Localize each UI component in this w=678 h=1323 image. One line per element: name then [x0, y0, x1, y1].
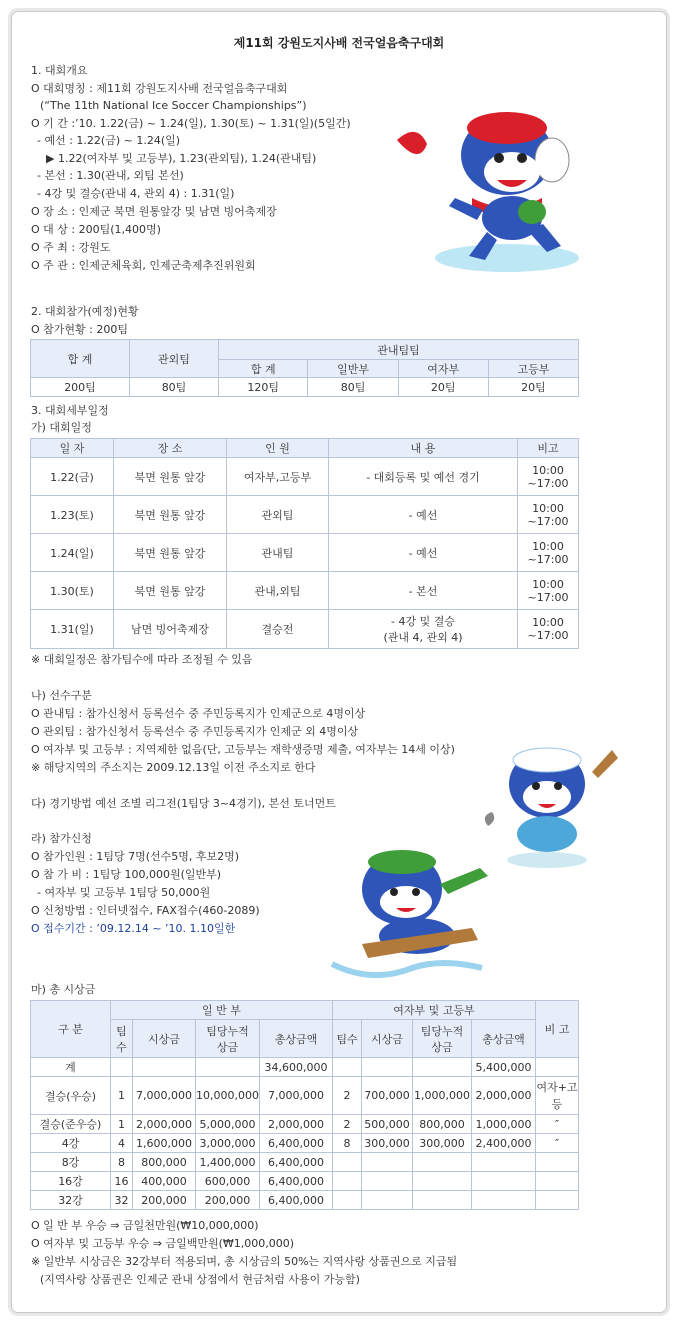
- cell: 북면 원통 앞강: [114, 458, 227, 496]
- col-total-prize: 총상금액: [471, 1020, 535, 1058]
- cell: [518, 610, 579, 649]
- cell: 8강: [31, 1153, 111, 1172]
- cell: 6,400,000: [259, 1134, 332, 1153]
- schedule-note: ※ 대회일정은 참가팀수에 따라 조정될 수 있음: [31, 653, 253, 666]
- cell: 1.24(일): [31, 534, 114, 572]
- cell: [329, 496, 518, 534]
- section-heading: 3. 대회세부일정: [31, 404, 109, 417]
- cell: [412, 1191, 471, 1210]
- cell: 200,000: [133, 1191, 196, 1210]
- time-end: ~17:00: [527, 629, 569, 642]
- cell: [412, 1172, 471, 1191]
- cell: 4: [111, 1134, 133, 1153]
- time-start: 10:00: [532, 539, 564, 553]
- cell: ″: [536, 1134, 579, 1153]
- overview-line: (“The 11th National Ice Soccer Championships”): [40, 99, 307, 112]
- overview-line: - 본선 : 1.30(관내, 외팀 본선): [37, 169, 184, 182]
- cell: 7,000,000: [133, 1077, 196, 1115]
- cell: 700,000: [361, 1077, 412, 1115]
- cell: 4강: [31, 1134, 111, 1153]
- table-row: [31, 610, 579, 649]
- table-row: [31, 534, 579, 572]
- cell: 남면 빙어축제장: [114, 610, 227, 649]
- overview-line: ▶ 1.22(여자부 및 고등부), 1.23(관외팀), 1.24(관내팀): [46, 152, 317, 165]
- cell: 120팀: [219, 378, 308, 397]
- col-prize: 시상금: [133, 1020, 196, 1058]
- col-prize: 시상금: [361, 1020, 412, 1058]
- cell: 계: [31, 1058, 111, 1077]
- cell: 5,000,000: [196, 1115, 260, 1134]
- cell: [329, 458, 518, 496]
- cell: [536, 1058, 579, 1077]
- col-teams: 팀 수: [111, 1020, 133, 1058]
- cell: [536, 1153, 579, 1172]
- time-end: ~17:00: [527, 476, 569, 490]
- content-text: - 대회등록 및 예선 경기: [366, 470, 480, 484]
- sub-heading: 가) 대회일정: [31, 421, 92, 434]
- content-text: - 예선: [408, 546, 438, 560]
- cell: 16: [111, 1172, 133, 1191]
- table-row: [31, 458, 579, 496]
- participation-summary: O 참가현황 : 200팀: [31, 323, 128, 336]
- col-women: 여자부: [398, 360, 488, 378]
- cell: [332, 1172, 361, 1191]
- time-end: ~17:00: [527, 514, 569, 528]
- overview-line: O 주 관 : 인제군체육회, 인제군축제추진위원회: [31, 259, 256, 272]
- cell: 800,000: [412, 1115, 471, 1134]
- cell: 20팀: [488, 378, 578, 397]
- cell: 관내팀: [227, 534, 329, 572]
- cell: 1,400,000: [196, 1153, 260, 1172]
- cell: 2: [332, 1077, 361, 1115]
- cell: 1,000,000: [471, 1115, 535, 1134]
- overview-line: O 주 최 : 강원도: [31, 241, 111, 254]
- cell: 2,000,000: [471, 1077, 535, 1115]
- cell: 결승전: [227, 610, 329, 649]
- cell: [111, 1058, 133, 1077]
- cell: [332, 1191, 361, 1210]
- col-content: 내 용: [329, 439, 518, 458]
- cell: 관내,외팀: [227, 572, 329, 610]
- col-high: 고등부: [488, 360, 578, 378]
- cell: ″: [536, 1115, 579, 1134]
- cell: [518, 572, 579, 610]
- cell: 1.22(금): [31, 458, 114, 496]
- time-start: 10:00: [532, 501, 564, 515]
- col-cumulative: 팀당누적 상금: [196, 1020, 260, 1058]
- cell: 400,000: [133, 1172, 196, 1191]
- cell: [361, 1153, 412, 1172]
- table-row: [31, 1134, 579, 1153]
- cell: 1,600,000: [133, 1134, 196, 1153]
- col-total-prize: 총상금액: [259, 1020, 332, 1058]
- table-row: [31, 378, 579, 397]
- col-date: 일 자: [31, 439, 114, 458]
- table-row: [31, 1077, 579, 1115]
- cell: 10,000,000: [196, 1077, 260, 1115]
- overview-line: - 4강 및 결승(관내 4, 관외 4) : 1.31(일): [37, 187, 235, 200]
- table-row: [31, 1172, 579, 1191]
- schedule-table: [30, 438, 579, 649]
- section-heading: 마) 총 시상금: [31, 983, 96, 996]
- cell: 여자부,고등부: [227, 458, 329, 496]
- prize-note: (지역사랑 상품권은 인제군 관내 상점에서 현금처럼 사용이 가능함): [40, 1273, 360, 1286]
- cell: [332, 1058, 361, 1077]
- overview-line: - 예선 : 1.22(금) ~ 1.24(일): [37, 134, 181, 147]
- cell: 1.23(토): [31, 496, 114, 534]
- cell: 관외팀: [227, 496, 329, 534]
- cell: 2,000,000: [133, 1115, 196, 1134]
- cell: 북면 원통 앞강: [114, 534, 227, 572]
- cell: 결승(우승): [31, 1077, 111, 1115]
- apply-deadline: O 접수기간 : ’09.12.14 ~ ’10. 1.10일한: [31, 922, 236, 935]
- cell: 32: [111, 1191, 133, 1210]
- cell: 2,400,000: [471, 1134, 535, 1153]
- player-rule-line: O 여자부 및 고등부 : 지역제한 없음(단, 고등부는 재학생증명 제출, 여자부는 14세 이상): [31, 743, 455, 756]
- prize-note: ※ 일반부 시상금은 32강부터 적용되며, 총 시상금의 50%는 지역사랑 상품권으로 지급됨: [31, 1255, 458, 1268]
- cell: [133, 1058, 196, 1077]
- apply-line: - 여자부 및 고등부 1팀당 50,000원: [37, 886, 211, 899]
- col-cumulative: 팀당누적 상금: [412, 1020, 471, 1058]
- mascot-sledding-image: [322, 844, 507, 994]
- col-general: 일반부: [308, 360, 398, 378]
- table-row: [31, 1058, 579, 1077]
- cell: 600,000: [196, 1172, 260, 1191]
- cell: [361, 1058, 412, 1077]
- cell: [361, 1191, 412, 1210]
- apply-line: O 참가인원 : 1팀당 7명(선수5명, 후보2명): [31, 850, 240, 863]
- cell: 16강: [31, 1172, 111, 1191]
- overview-line: O 대 상 : 200팀(1,400명): [31, 223, 161, 236]
- cell: [329, 572, 518, 610]
- content-text: (관내 4, 관외 4): [383, 631, 463, 644]
- time-end: ~17:00: [527, 590, 569, 604]
- cell: 1.30(토): [31, 572, 114, 610]
- col-place: 장 소: [114, 439, 227, 458]
- cell: 80팀: [130, 378, 219, 397]
- player-rule-line: O 관내팀 : 참가신청서 등록선수 중 주민등록지가 인제군으로 4명이상: [31, 707, 366, 720]
- cell: [471, 1153, 535, 1172]
- cell: [471, 1172, 535, 1191]
- cell: 여자+고등: [536, 1077, 579, 1115]
- cell: [518, 458, 579, 496]
- apply-line: O 참 가 비 : 1팀당 100,000원(일반부): [31, 868, 222, 881]
- col-total: 합 계: [31, 340, 130, 378]
- cell: [412, 1153, 471, 1172]
- cell: 20팀: [398, 378, 488, 397]
- cell: [329, 534, 518, 572]
- cell: 32강: [31, 1191, 111, 1210]
- section-heading: 라) 참가신청: [31, 832, 92, 845]
- cell: [471, 1191, 535, 1210]
- cell: 800,000: [133, 1153, 196, 1172]
- mascot-kicking-image: [387, 100, 597, 280]
- page-title: 제11회 강원도지사배 전국얼음축구대회: [233, 36, 445, 50]
- cell: 500,000: [361, 1115, 412, 1134]
- player-rule-line: ※ 해당지역의 주소지는 2009.12.13일 이전 주소지로 한다: [31, 761, 316, 774]
- apply-line: O 신청방법 : 인터넷접수, FAX접수(460-2089): [31, 904, 260, 917]
- cell: [536, 1172, 579, 1191]
- cell: 6,400,000: [259, 1191, 332, 1210]
- cell: [329, 610, 518, 649]
- cell: 8: [111, 1153, 133, 1172]
- content-text: - 4강 및 결승: [391, 615, 455, 628]
- cell: 80팀: [308, 378, 398, 397]
- page-frame: [11, 11, 667, 1313]
- overview-line: O 대회명칭 : 제11회 강원도지사배 전국얼음축구대회: [31, 82, 288, 95]
- cell: [518, 496, 579, 534]
- table-row: [31, 1191, 579, 1210]
- cell: 200팀: [31, 378, 130, 397]
- participation-table: [30, 339, 579, 397]
- cell: [412, 1058, 471, 1077]
- cell: [518, 534, 579, 572]
- col-teams: 팀수: [332, 1020, 361, 1058]
- col-note: 비고: [518, 439, 579, 458]
- col-women-high-group: 여자부 및 고등부: [332, 1001, 535, 1020]
- cell: 2,000,000: [259, 1115, 332, 1134]
- cell: 북면 원통 앞강: [114, 572, 227, 610]
- cell: 1: [111, 1077, 133, 1115]
- table-row: [31, 572, 579, 610]
- prize-note: O 여자부 및 고등부 우승 ⇒ 금일백만원(₩1,000,000): [31, 1237, 295, 1250]
- time-end: ~17:00: [527, 552, 569, 566]
- col-remark: 비 고: [536, 1001, 579, 1058]
- section-heading: 2. 대회참가(예정)현황: [31, 305, 139, 318]
- col-division: 구 분: [31, 1001, 111, 1058]
- table-row: [31, 1115, 579, 1134]
- prize-note: O 일 반 부 우승 ⇒ 금일천만원(₩10,000,000): [31, 1219, 259, 1232]
- cell: 1,000,000: [412, 1077, 471, 1115]
- cell: 결승(준우승): [31, 1115, 111, 1134]
- cell: 34,600,000: [259, 1058, 332, 1077]
- col-people: 인 원: [227, 439, 329, 458]
- time-start: 10:00: [532, 463, 564, 477]
- cell: 2: [332, 1115, 361, 1134]
- table-row: [31, 496, 579, 534]
- col-inside: 관내팀팀: [219, 340, 579, 360]
- cell: 북면 원통 앞강: [114, 496, 227, 534]
- cell: 8: [332, 1134, 361, 1153]
- cell: [536, 1191, 579, 1210]
- cell: 3,000,000: [196, 1134, 260, 1153]
- cell: 6,400,000: [259, 1172, 332, 1191]
- content-text: - 본선: [408, 584, 438, 598]
- cell: [196, 1058, 260, 1077]
- cell: 1: [111, 1115, 133, 1134]
- player-rule-line: O 관외팀 : 참가신청서 등록선수 중 주민등록지가 인제군 외 4명이상: [31, 725, 359, 738]
- cell: 6,400,000: [259, 1153, 332, 1172]
- section-heading: 1. 대회개요: [31, 64, 88, 77]
- content-text: - 예선: [408, 508, 438, 522]
- table-row: [31, 1153, 579, 1172]
- cell: 5,400,000: [471, 1058, 535, 1077]
- col-general-group: 일 반 부: [111, 1001, 333, 1020]
- overview-line: O 기 간 :’10. 1.22(금) ~ 1.24(일), 1.30(토) ~ 1.31(일)(5일간): [31, 117, 351, 130]
- col-in-total: 합 계: [219, 360, 308, 378]
- col-outside: 관외팀: [130, 340, 219, 378]
- cell: 200,000: [196, 1191, 260, 1210]
- overview-line: O 장 소 : 인제군 북면 원통앞강 및 남면 빙어축제장: [31, 205, 277, 218]
- cell: 300,000: [361, 1134, 412, 1153]
- cell: 7,000,000: [259, 1077, 332, 1115]
- time-start: 10:00: [532, 616, 564, 629]
- cell: 1.31(일): [31, 610, 114, 649]
- game-method: 다) 경기방법 예선 조별 리그전(1팀당 3~4경기), 본선 토너먼트: [31, 797, 336, 810]
- cell: [332, 1153, 361, 1172]
- cell: [361, 1172, 412, 1191]
- prize-table: [30, 1000, 579, 1210]
- cell: 300,000: [412, 1134, 471, 1153]
- section-heading: 나) 선수구분: [31, 689, 92, 702]
- time-start: 10:00: [532, 577, 564, 591]
